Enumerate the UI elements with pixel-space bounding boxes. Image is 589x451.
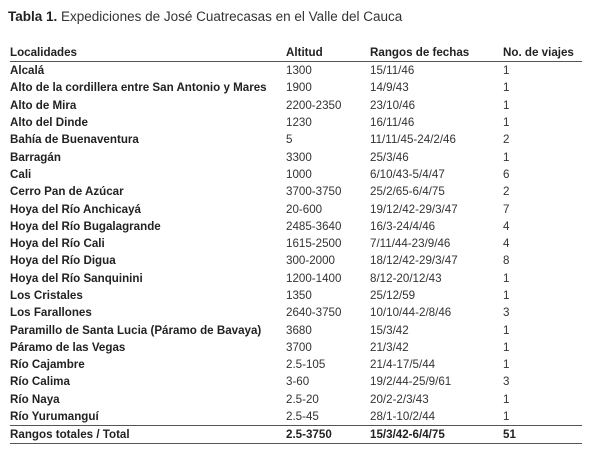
cell-localidad: Hoya del Río Bugalagrande bbox=[10, 219, 161, 233]
cell-no-viajes: 1 bbox=[503, 271, 510, 285]
table-row bbox=[10, 321, 582, 338]
cell-no-viajes: 4 bbox=[503, 237, 510, 251]
cell-localidad: Alto de Mira bbox=[10, 98, 77, 112]
table-row bbox=[10, 114, 582, 131]
cell-rango-fechas: 8/12-20/12/43 bbox=[370, 271, 442, 285]
cell-no-viajes: 8 bbox=[503, 254, 510, 268]
totals-label: Rangos totales / Total bbox=[10, 426, 286, 444]
table-row bbox=[10, 79, 582, 96]
cell-no-viajes: 1 bbox=[503, 289, 510, 302]
cell-rango-fechas: 18/12/42-29/3/47 bbox=[370, 254, 458, 268]
cell-no-viajes: 1 bbox=[503, 150, 510, 164]
header-rangos-de-fechas: Rangos de fechas bbox=[370, 44, 503, 62]
table-row bbox=[10, 391, 582, 408]
cell-localidad: Hoya del Río Anchicayá bbox=[10, 202, 142, 216]
cell-rango-fechas: 14/9/43 bbox=[370, 81, 409, 95]
table-row bbox=[10, 97, 582, 114]
cell-rango-fechas: 21/4-17/5/44 bbox=[370, 358, 436, 372]
cell-localidad: Hoya del Río Cali bbox=[10, 237, 105, 251]
cell-localidad: Río Yurumanguí bbox=[10, 410, 99, 424]
cell-no-viajes: 1 bbox=[503, 64, 510, 78]
cell-altitud: 1300 bbox=[286, 64, 312, 78]
cell-altitud: 3700-3750 bbox=[286, 185, 342, 199]
cell-altitud: 1900 bbox=[286, 81, 312, 95]
cell-altitud: 1000 bbox=[286, 167, 312, 181]
cell-rango-fechas: 20/2-2/3/43 bbox=[370, 392, 429, 406]
cell-no-viajes: 1 bbox=[503, 410, 510, 424]
cell-localidad: Alto de la cordillera entre San Antonio y Mares bbox=[10, 81, 267, 95]
table-body bbox=[10, 62, 582, 426]
totals-viajes: 51 bbox=[503, 426, 582, 444]
table-row bbox=[10, 287, 582, 304]
cell-no-viajes: 6 bbox=[503, 167, 510, 181]
cell-altitud: 3700 bbox=[286, 340, 312, 354]
cell-altitud: 2.5-105 bbox=[286, 358, 326, 372]
cell-rango-fechas: 10/10/44-2/8/46 bbox=[370, 306, 452, 320]
cell-localidad: Cali bbox=[10, 167, 32, 181]
header-localidades: Localidades bbox=[10, 44, 286, 62]
expeditions-table bbox=[10, 44, 582, 444]
cell-rango-fechas: 19/2/44-25/9/61 bbox=[370, 375, 452, 389]
table-caption bbox=[8, 9, 402, 24]
table-row bbox=[10, 235, 582, 252]
cell-altitud: 1200-1400 bbox=[286, 271, 342, 285]
table-header-row bbox=[10, 44, 582, 62]
cell-rango-fechas: 15/11/46 bbox=[370, 64, 415, 78]
cell-localidad: Bahía de Buenaventura bbox=[10, 133, 139, 147]
cell-no-viajes: 1 bbox=[503, 358, 510, 372]
cell-localidad: Los Farallones bbox=[10, 306, 92, 320]
header-altitud: Altitud bbox=[286, 44, 370, 62]
cell-no-viajes: 1 bbox=[503, 340, 510, 354]
cell-localidad: Río Cajambre bbox=[10, 358, 85, 372]
cell-localidad: Paramillo de Santa Lucia (Páramo de Bavaya) bbox=[10, 323, 262, 337]
cell-altitud: 5 bbox=[286, 133, 293, 147]
cell-altitud: 20-600 bbox=[286, 202, 323, 216]
cell-no-viajes: 3 bbox=[503, 375, 510, 389]
cell-altitud: 1230 bbox=[286, 116, 312, 130]
table-row bbox=[10, 218, 582, 235]
totals-altitud: 2.5-3750 bbox=[286, 426, 370, 444]
cell-no-viajes: 1 bbox=[503, 323, 510, 337]
cell-altitud: 2640-3750 bbox=[286, 306, 342, 320]
table-row bbox=[10, 408, 582, 426]
table-row bbox=[10, 183, 582, 200]
header-no-de-viajes: No. de viajes bbox=[503, 44, 582, 62]
cell-no-viajes: 7 bbox=[503, 202, 510, 216]
cell-no-viajes: 2 bbox=[503, 133, 510, 147]
cell-localidad: Río Naya bbox=[10, 392, 60, 406]
cell-altitud: 1350 bbox=[286, 289, 312, 302]
cell-rango-fechas: 25/3/46 bbox=[370, 150, 409, 164]
cell-no-viajes: 1 bbox=[503, 392, 510, 406]
table-row bbox=[10, 131, 582, 148]
table-row bbox=[10, 339, 582, 356]
cell-altitud: 2.5-45 bbox=[286, 410, 319, 424]
cell-altitud: 2485-3640 bbox=[286, 219, 342, 233]
cell-rango-fechas: 15/3/42 bbox=[370, 323, 409, 337]
cell-localidad: Alto del Dinde bbox=[10, 116, 88, 130]
cell-localidad: Alcalá bbox=[10, 64, 45, 78]
cell-altitud: 3300 bbox=[286, 150, 312, 164]
cell-altitud: 2200-2350 bbox=[286, 98, 342, 112]
table-row bbox=[10, 166, 582, 183]
cell-no-viajes: 1 bbox=[503, 98, 510, 112]
cell-altitud: 1615-2500 bbox=[286, 237, 342, 251]
table-totals-row bbox=[10, 426, 582, 444]
cell-no-viajes: 4 bbox=[503, 219, 510, 233]
table-row bbox=[10, 270, 582, 287]
cell-no-viajes: 3 bbox=[503, 306, 510, 320]
cell-altitud: 3-60 bbox=[286, 375, 310, 389]
cell-altitud: 2.5-20 bbox=[286, 392, 319, 406]
cell-rango-fechas: 25/12/59 bbox=[370, 289, 416, 302]
table-row bbox=[10, 252, 582, 269]
cell-rango-fechas: 16/3-24/4/46 bbox=[370, 219, 436, 233]
table-row bbox=[10, 62, 582, 80]
cell-no-viajes: 1 bbox=[503, 116, 510, 130]
table-row bbox=[10, 200, 582, 217]
cell-rango-fechas: 16/11/46 bbox=[370, 116, 415, 130]
table-row bbox=[10, 373, 582, 390]
cell-rango-fechas: 23/10/46 bbox=[370, 98, 416, 112]
cell-localidad: Cerro Pan de Azúcar bbox=[10, 185, 124, 199]
cell-altitud: 300-2000 bbox=[286, 254, 335, 268]
cell-rango-fechas: 7/11/44-23/9/46 bbox=[370, 237, 451, 251]
cell-no-viajes: 2 bbox=[503, 185, 510, 199]
cell-no-viajes: 1 bbox=[503, 81, 510, 95]
cell-rango-fechas: 25/2/65-6/4/75 bbox=[370, 185, 445, 199]
cell-localidad: Río Calima bbox=[10, 375, 70, 389]
cell-altitud: 3680 bbox=[286, 323, 312, 337]
cell-rango-fechas: 19/12/42-29/3/47 bbox=[370, 202, 458, 216]
cell-rango-fechas: 11/11/45-24/2/46 bbox=[370, 133, 456, 147]
table-row bbox=[10, 148, 582, 165]
cell-localidad: Hoya del Río Sanquinini bbox=[10, 271, 143, 285]
table-row bbox=[10, 304, 582, 321]
cell-rango-fechas: 21/3/42 bbox=[370, 340, 409, 354]
table-caption-text: Expediciones de José Cuatrecasas en el Valle del Cauca bbox=[57, 9, 403, 24]
totals-rangos: 15/3/42-6/4/75 bbox=[370, 426, 503, 444]
cell-rango-fechas: 6/10/43-5/4/47 bbox=[370, 167, 445, 181]
table-caption-label: Tabla 1. bbox=[8, 9, 58, 24]
cell-localidad: Barragán bbox=[10, 150, 61, 164]
cell-localidad: Páramo de las Vegas bbox=[10, 340, 126, 354]
table-row bbox=[10, 356, 582, 373]
cell-localidad: Los Cristales bbox=[10, 289, 83, 302]
cell-localidad: Hoya del Río Digua bbox=[10, 254, 116, 268]
cell-rango-fechas: 28/1-10/2/44 bbox=[370, 410, 436, 424]
